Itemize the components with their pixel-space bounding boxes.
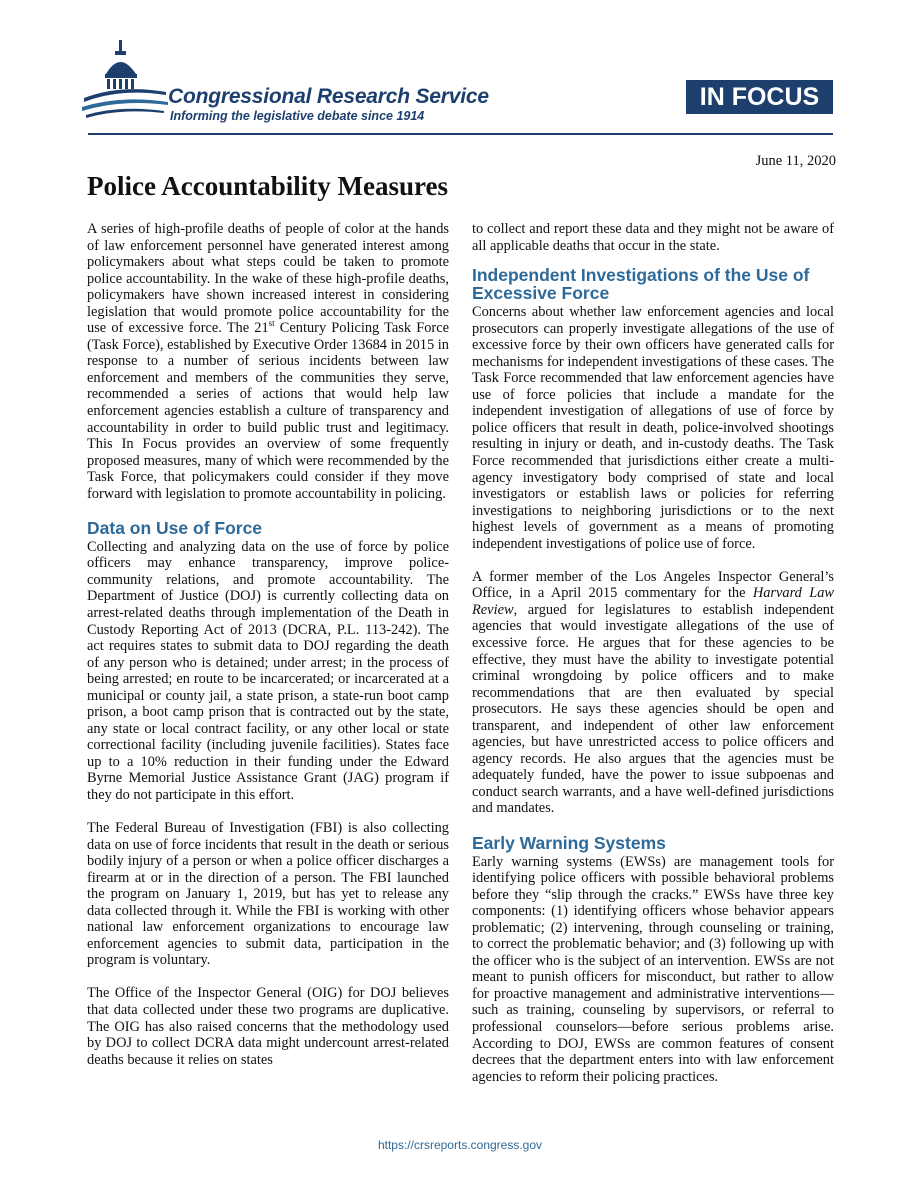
org-tagline: Informing the legislative debate since 1914: [170, 109, 425, 123]
section-heading-ews: Early Warning Systems: [472, 832, 666, 853]
data-paragraph-3: The Office of the Inspector General (OIG) for DOJ believes that data collected under these two programs are duplicative. The OIG has also raised concerns that the methodology used by DOJ to collect DCRA data might undercount arrest-related deaths because it relies on states: [87, 985, 449, 1068]
section-heading-data: Data on Use of Force: [87, 517, 263, 538]
journal-title: Harvard Law Review: [472, 585, 834, 618]
publication-date: June 11, 2020: [755, 153, 836, 169]
ordinal-superscript: st: [268, 318, 275, 329]
data-paragraph-1: Collecting and analyzing data on the use of force by police officers may enhance transparency, improve police-community relations, and promote accountability. The Department of Justice (DOJ) is currently collecting data on arrest-related deaths through implementation of the Death in Custody Reporting Act of 2013 (DCRA, P.L. 113-242). The act requires states to submit data to DOJ regarding the death of any person who is detained; under arrest; in the process of being arrested; en route to be incarcerated; or incarcerated at a municipal or county jail, a state prison, a state-run boot camp prison, a boot camp prison that is contracted out by the state, any state or local contract facility, or any other local or state correctional facility (including juvenile facilities). States face up to a 10% reduction in their funding under the Edward Byrne Memorial Justice Assistance Grant (JAG) program if they do not participate in this effort.: [87, 538, 449, 803]
intro-paragraph: A series of high-profile deaths of people of color at the hands of law enforcement personnel have generated interest among policymakers about what steps could be taken to promote police accountability. In the wake of these high-profile deaths, policymakers have shown increased interest in considering legislation that would promote police accountability for the use of excessive force. The 21st Century Policing Task Force (Task Force), established by Executive Order 13684 in 2015 in response to a number of serious incidents between law enforcement and members of the communities they serve, recommended a series of actions that would help law enforcement agencies establish a culture of transparency and accountability in order to build public trust and legitimacy. This In Focus provides an overview of some frequently proposed measures, many of which were recommended by the Task Force, that policymakers could consider if they move forward with legislation to promote accountability in policing.: [87, 221, 449, 502]
document-title: Police Accountability Measures: [87, 171, 448, 201]
capitol-dome-logo-icon: [80, 40, 170, 118]
org-name: Congressional Research Service: [168, 85, 489, 108]
investigations-paragraph-2: A former member of the Los Angeles Inspector General’s Office, in a April 2015 commentary for the Harvard Law Review, argued for legislatures to establish independent agencies that would investigate allegations of the use of excessive force. He argues that for these agencies to be effective, they must have the ability to investigate potential criminal wrongdoing by police officers and to make recommendations that are then evaluated by special prosecutors. He says these agencies should be open and transparent, and independent of other law enforcement agencies, but have unrestricted access to police officers and agency records. He also argues that the agencies must be adequately funded, have the power to issue subpoenas and conduct search warrants, and a have well-defined jurisdictions and mandates.: [472, 568, 834, 817]
left-column: [87, 221, 449, 1085]
page-header: [0, 0, 920, 140]
header-divider: [88, 133, 833, 135]
data-paragraph-3-continued: to collect and report these data and they might not be aware of all applicable deaths that occur in the state.: [472, 221, 834, 254]
investigations-paragraph-1: Concerns about whether law enforcement agencies and local prosecutors can properly investigate allegations of the use of excessive force by their own officers have generated calls for mechanisms for independent investigations of these cases. The Task Force recommended that law enforcement agencies have use of force policies that include a mandate for the independent investigation of allegations of use of force by police officers that result in death, police-involved shootings resulting in injury or death, and in-custody deaths. The Task Force recommended that jurisdictions either create a multi-agency investigatory body comprised of state and local investigators or establish laws or policies for referring investigations to neighboring jurisdictions or to the next highest levels of government as a means of promoting independent investigations of police use of force.: [472, 304, 834, 552]
footer-url-link[interactable]: https://crsreports.congress.gov: [377, 1138, 543, 1152]
in-focus-badge: IN FOCUS: [686, 80, 833, 114]
ews-paragraph-1: Early warning systems (EWSs) are management tools for identifying police officers with possible behavioral problems before they “slip through the cracks.” EWSs have three key components: (1) identifying officers whose behavior appears problematic; (2) intervening, through counseling or training, to correct the problematic behavior; and (3) following up with the officer who is the subject of an intervention. EWSs are not meant to punish officers for misconduct, but rather to allow for proactive management and administrative interventions—such as training, counseling by supervisors, or referral to professional counselors—before serious problems arise. According to DOJ, EWSs are common features of consent decrees that the department enters into with law enforcement agencies to reform their policing practices.: [472, 853, 834, 1085]
section-heading-investigations: Independent Investigations of the Use of Excessive Force: [472, 265, 810, 304]
data-paragraph-2: The Federal Bureau of Investigation (FBI) is also collecting data on use of force incidents that result in the death or serious bodily injury of a person or when a police officer discharges a firearm at or in the direction of a person. The FBI launched the program on January 1, 2019, but has yet to release any data collected through it. While the FBI is working with other national law enforcement organizations to encourage law enforcement agencies to submit data, participation in the program is voluntary.: [87, 820, 449, 969]
right-column: [472, 221, 834, 1102]
